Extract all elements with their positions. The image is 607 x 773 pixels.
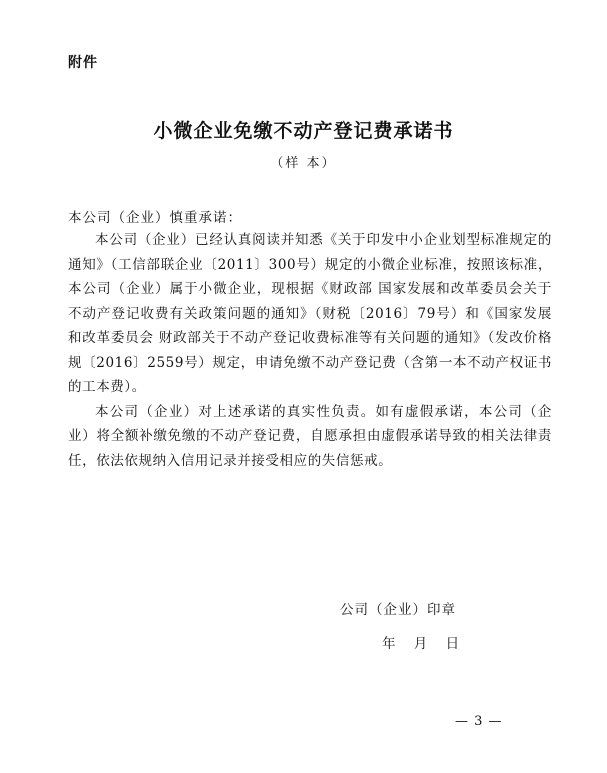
salutation: 本公司（企业）慎重承诺： (68, 210, 242, 226)
company-seal-line: 公司（企业）印章 (340, 602, 456, 618)
page-number: — 3 — (455, 714, 503, 729)
document-body (68, 228, 552, 473)
attachment-label: 附件 (68, 55, 98, 71)
document-title: 小微企业免缴不动产登记费承诺书 (153, 120, 454, 142)
date-line: 年 月 日 (382, 636, 460, 652)
paragraph-commitment: 本公司（企业）已经认真阅读并知悉《关于印发中小企业划型标准规定的通知》（工信部联企业〔2011〕300号）规定的小微企业标准，按照该标准，本公司（企业）属于小微企业，现根据《财政部 国家发展和改革委员会关于不动产登记收费有关政策问题的通知》（财税〔2016〕79号）和《国家发展和改革委员会 财政部关于不动产登记收费标准等有关问题的通知》（发改价格规〔2016〕2559号）规定，申请免缴不动产登记费（含第一本不动产权证书的工本费）。 (68, 232, 552, 395)
document-subtitle: （样 本） (270, 156, 337, 171)
paragraph-responsibility: 本公司（企业）对上述承诺的真实性负责。如有虚假承诺，本公司（企业）将全额补缴免缴的不动产登记费，自愿承担由虚假承诺导致的相关法律责任，依法依规纳入信用记录并接受相应的失信惩戒。 (68, 403, 552, 469)
